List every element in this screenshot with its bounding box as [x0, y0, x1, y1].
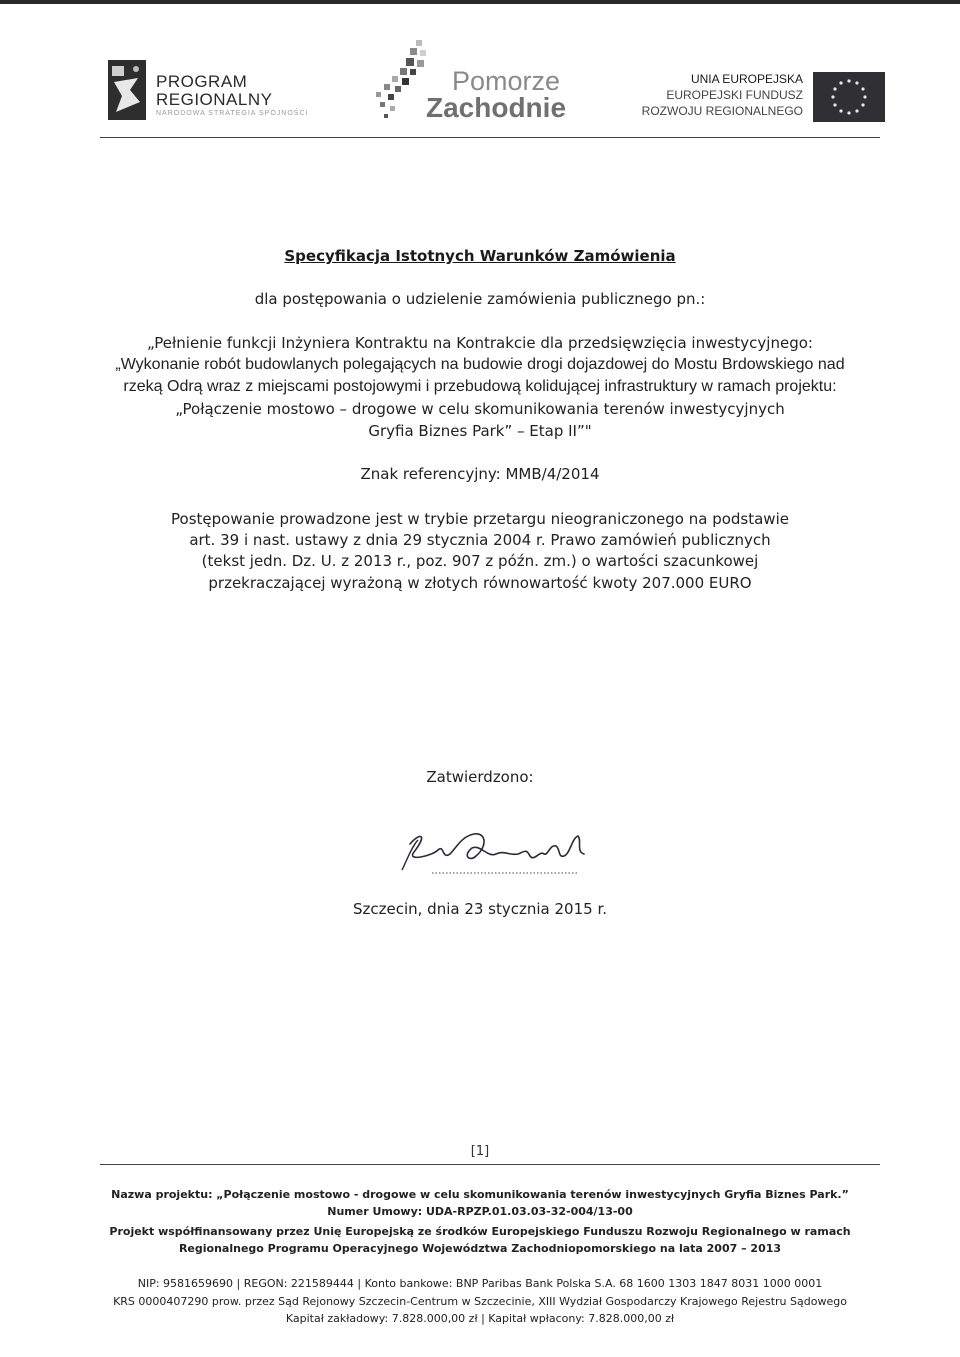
subject-line: „Wykonanie robót budowlanych polegających na budowie drogi dojazdowej do Mostu Brdowskiego nad [115, 356, 845, 373]
procedure-line: przekraczającej wyrażoną w złotych równowartość kwoty 207.000 EURO [208, 574, 752, 592]
program-line-2: REGIONALNY [156, 90, 273, 109]
top-border [0, 0, 960, 4]
reference-number: Znak referencyjny: MMB/4/2014 [360, 465, 600, 483]
eu-flag-icon [813, 72, 885, 122]
subject-line: „Pełnienie funkcji Inżyniera Kontraktu na Kontrakcie dla przedsięwzięcia inwestycyjnego: [147, 334, 813, 352]
eu-logo [615, 70, 885, 126]
footer-project-name: Nazwa projektu: „Połączenie mostowo - drogowe w celu skomunikowania terenów inwestycyjnych Gryfia Biznes Park.” [111, 1188, 849, 1201]
program-line-3: NARODOWA STRATEGIA SPÓJNOŚCI [156, 110, 309, 117]
footer-company-info: NIP: 9581659690 | REGON: 221589444 | Konto bankowe: BNP Paribas Bank Polska S.A. 68 1600 1303 1847 8031 1000 0001 [137, 1277, 823, 1290]
footer-cofinance: Regionalnego Programu Operacyjnego Województwa Zachodniopomorskiego na lata 2007 – 2013 [178, 1242, 782, 1255]
footer-cofinance: Projekt współfinansowany przez Unię Europejską ze środków Europejskiego Funduszu Rozwoju Regionalnego w ramach [109, 1225, 851, 1238]
approved-label: Zatwierdzono: [426, 768, 534, 786]
page-number: [1] [470, 1144, 490, 1159]
footer-company-info: Kapitał zakładowy: 7.828.000,00 zł | Kapitał wpłacony: 7.828.000,00 zł [285, 1312, 675, 1325]
procedure-line: Postępowanie prowadzone jest w trybie przetargu nieograniczonego na podstawie [171, 510, 789, 528]
program-regionalny-emblem-icon [108, 60, 146, 120]
eu-line-3: ROZWOJU REGIONALNEGO [641, 104, 803, 118]
pomorze-line-2: Zachodnie [426, 92, 567, 123]
program-regionalny-logo [108, 60, 318, 122]
footer-divider [100, 1164, 880, 1165]
footer-contract-number: Numer Umowy: UDA-RPZP.01.03.03-32-004/13-00 [327, 1205, 633, 1218]
program-line-1: PROGRAM [156, 72, 248, 91]
place-date: Szczecin, dnia 23 stycznia 2015 r. [352, 900, 608, 918]
subject-line: Gryfia Biznes Park” – Etap II”" [368, 422, 592, 440]
procedure-line: (tekst jedn. Dz. U. z 2013 r., poz. 907 z późn. zm.) o wartości szacunkowej [201, 552, 759, 570]
document-subtitle: dla postępowania o udzielenie zamówienia publicznego pn.: [254, 290, 706, 308]
header-divider [100, 137, 880, 138]
subject-line: rzeką Odrą wraz z miejscami postojowymi i przebudową kolidującej infrastruktury w ramach projektu: [123, 378, 837, 395]
subject-line: „Połączenie mostowo – drogowe w celu skomunikowania terenów inwestycyjnych [175, 400, 785, 418]
pomorze-line-1: Pomorze [452, 66, 561, 96]
handwritten-signature [392, 826, 602, 886]
pomorze-zachodnie-logo [370, 38, 580, 128]
eu-line-2: EUROPEJSKI FUNDUSZ [666, 88, 803, 102]
footer-company-info: KRS 0000407290 prow. przez Sąd Rejonowy Szczecin-Centrum w Szczecinie, XIII Wydział Gospodarczy Krajowego Rejestru Sądowego [113, 1295, 847, 1308]
eu-line-1: UNIA EUROPEJSKA [690, 72, 803, 86]
procedure-line: art. 39 i nast. ustawy z dnia 29 stycznia 2004 r. Prawo zamówień publicznych [189, 531, 771, 549]
document-title: Specyfikacja Istotnych Warunków Zamówienia [284, 247, 676, 265]
